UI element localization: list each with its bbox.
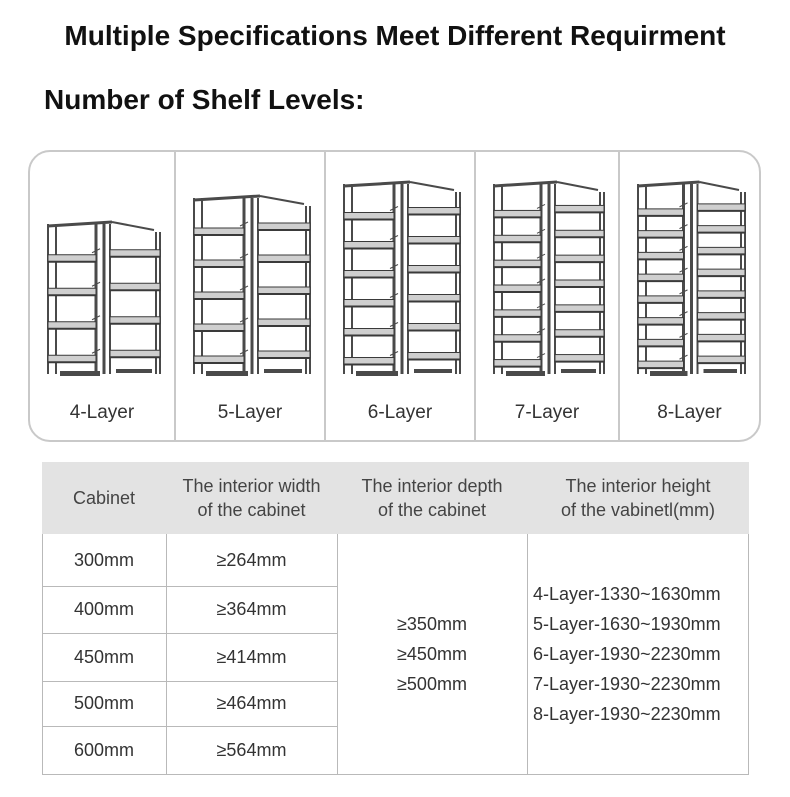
cell-interior-depth [337,534,527,774]
shelf-rack-icon [176,152,324,392]
section-title: Number of Shelf Levels: [44,84,365,115]
cell-cabinet: 600mm [73,739,135,760]
level-option-8-layer [620,152,759,440]
cell-cabinet: 500mm [73,693,135,713]
grid-line [42,774,749,775]
shelf-rack-icon [476,152,618,392]
cell-cabinet: 300mm [73,549,135,570]
level-label: 7-Layer [514,402,580,423]
height-value: 8-Layer-1930~2230mm [533,704,721,724]
depth-value: ≥500mm [397,674,467,694]
level-option-4-layer [30,152,174,440]
shelf-rack-icon [620,152,759,392]
cell-width: ≥364mm [216,599,287,619]
height-value: 5-Layer-1630~1930mm [533,614,721,634]
header-interior-width: The interior width of the cabinet [182,476,321,520]
cell-width: ≥264mm [216,549,287,570]
height-value: 7-Layer-1930~2230mm [533,674,721,694]
level-option-7-layer [476,152,618,440]
level-label: 6-Layer [367,402,433,423]
depth-value: ≥350mm [397,614,467,634]
spec-table [42,462,749,775]
level-option-6-layer [326,152,474,440]
cell-interior-height [532,534,748,774]
header-interior-height: The interior height of the vabinetl(mm) [560,476,716,520]
cell-width: ≥414mm [216,646,287,667]
level-label: 4-Layer [69,402,135,423]
depth-value: ≥450mm [397,644,467,664]
cell-cabinet: 400mm [73,599,135,619]
shelf-rack-icon [326,152,474,392]
shelf-rack-icon [30,152,174,392]
height-value: 6-Layer-1930~2230mm [533,644,721,664]
height-value: 4-Layer-1330~1630mm [533,584,721,604]
cell-width: ≥464mm [216,693,287,713]
level-label: 8-Layer [657,402,722,423]
level-label: 5-Layer [217,402,283,423]
main-title: Multiple Specifications Meet Different Requirment [64,20,726,51]
header-cabinet: Cabinet [72,488,136,508]
level-option-5-layer [176,152,324,440]
cell-cabinet: 450mm [73,646,135,667]
cell-width: ≥564mm [216,739,287,760]
grid-line [527,534,528,775]
header-interior-depth: The interior depth of the cabinet [361,476,503,520]
shelf-levels-panel [28,150,761,442]
grid-line [748,534,749,775]
